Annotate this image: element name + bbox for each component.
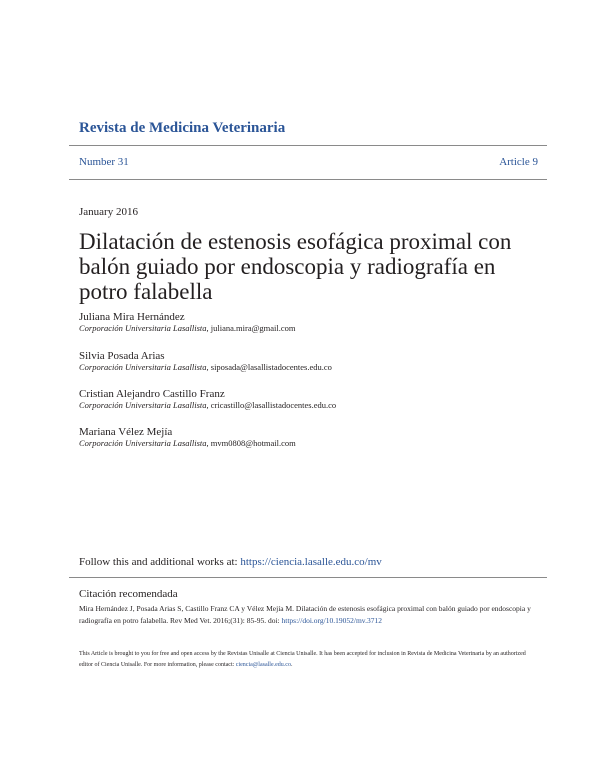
access-notice bbox=[79, 649, 541, 671]
author-affiliation: Corporación Universitaria Lasallista, cricastillo@lasallistadocentes.edu.co bbox=[79, 400, 337, 410]
doi-link[interactable]: https://doi.org/10.19052/mv.3712 bbox=[281, 616, 382, 625]
author-institution: Corporación Universitaria Lasallista bbox=[79, 362, 207, 372]
author-email: juliana.mira@gmail.com bbox=[210, 323, 296, 333]
author-name: Cristian Alejandro Castillo Franz bbox=[79, 388, 225, 400]
author-name: Silvia Posada Arias bbox=[79, 350, 165, 362]
contact-email-link[interactable]: ciencia@lasalle.edu.co bbox=[235, 662, 291, 668]
author-block bbox=[79, 388, 336, 410]
notice-end: . bbox=[290, 662, 293, 668]
author-affiliation: Corporación Universitaria Lasallista, mvm0808@hotmail.com bbox=[79, 438, 296, 448]
follow-label: Follow this and additional works at: bbox=[79, 556, 241, 568]
article-number-link[interactable]: Article 9 bbox=[499, 156, 538, 168]
author-institution: Corporación Universitaria Lasallista bbox=[79, 323, 207, 333]
divider-citation bbox=[69, 577, 547, 578]
author-email: mvm0808@hotmail.com bbox=[210, 438, 296, 448]
author-block bbox=[79, 426, 296, 448]
author-block bbox=[79, 350, 332, 372]
author-email: cricastillo@lasallistadocentes.edu.co bbox=[210, 400, 337, 410]
citation-heading: Citación recomendada bbox=[79, 588, 178, 600]
author-block bbox=[79, 311, 296, 333]
publication-date: January 2016 bbox=[79, 206, 138, 218]
repository-link[interactable]: https://ciencia.lasalle.edu.co/mv bbox=[240, 556, 382, 568]
citation-body: Mira Hernández J, Posada Arias S, Castillo Franz CA y Vélez Mejía M. Dilatación de estenosis esofágica proximal con balón guiado por endoscopia y radiografía en potro falabella. Rev Med Vet. 2016;(31): 85-95. doi: bbox=[79, 604, 531, 625]
author-affiliation: Corporación Universitaria Lasallista, juliana.mira@gmail.com bbox=[79, 323, 296, 333]
divider-top bbox=[69, 145, 547, 146]
journal-title[interactable]: Revista de Medicina Veterinaria bbox=[79, 120, 286, 136]
issue-number-link[interactable]: Number 31 bbox=[79, 156, 129, 168]
notice-body: This Article is brought to you for free and open access by the Revistas Unisalle at Ciencia Unisalle. It has been accepted for inclusion in Revista de Medicina Veterinaria by an authorized editor of Ciencia Unisalle. For more information, please contact: bbox=[79, 651, 526, 668]
divider-bottom bbox=[69, 179, 547, 180]
citation-text bbox=[79, 603, 539, 627]
author-name: Mariana Vélez Mejía bbox=[79, 426, 173, 438]
author-email: siposada@lasallistadocentes.edu.co bbox=[210, 362, 332, 372]
article-title: Dilatación de estenosis esofágica proximal con balón guiado por endoscopia y radiografía en potro falabella bbox=[79, 229, 512, 304]
author-affiliation: Corporación Universitaria Lasallista, siposada@lasallistadocentes.edu.co bbox=[79, 362, 332, 372]
author-institution: Corporación Universitaria Lasallista bbox=[79, 400, 207, 410]
follow-line bbox=[79, 556, 382, 568]
author-name: Juliana Mira Hernández bbox=[79, 311, 185, 323]
author-institution: Corporación Universitaria Lasallista bbox=[79, 438, 207, 448]
